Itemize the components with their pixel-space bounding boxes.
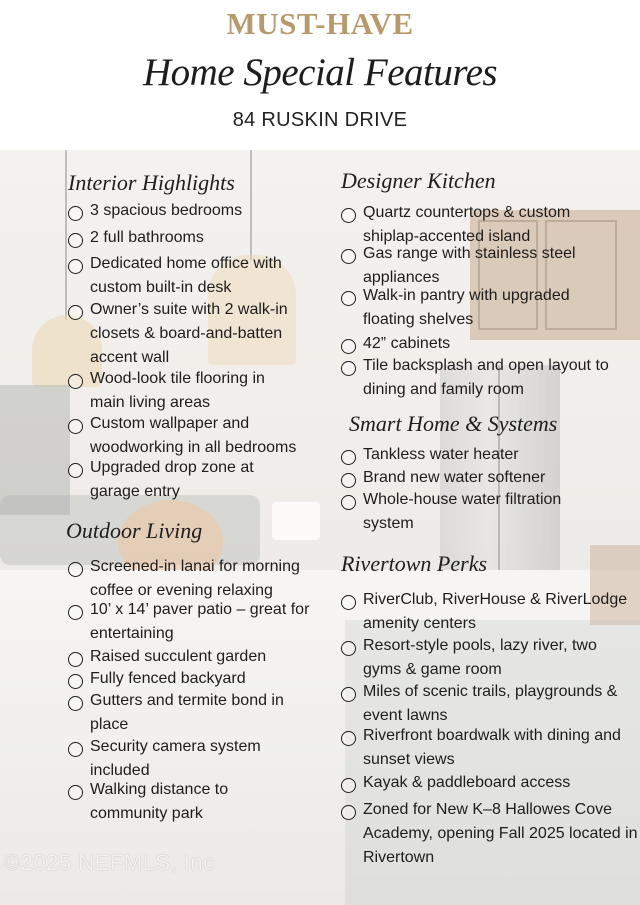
circle-bullet-icon bbox=[68, 785, 83, 800]
circle-bullet-icon bbox=[68, 696, 83, 711]
outdoor-living-heading: Outdoor Living bbox=[66, 518, 203, 543]
circle-bullet-icon bbox=[341, 778, 356, 793]
circle-bullet-icon bbox=[341, 339, 356, 354]
circle-bullet-icon bbox=[68, 605, 83, 620]
circle-bullet-icon bbox=[341, 687, 356, 702]
eyebrow-heading: MUST-HAVE bbox=[226, 6, 414, 41]
circle-bullet-icon bbox=[341, 731, 356, 746]
designer-kitchen-heading: Designer Kitchen bbox=[341, 168, 496, 193]
circle-bullet-icon bbox=[68, 233, 83, 248]
circle-bullet-icon bbox=[68, 374, 83, 389]
circle-bullet-icon bbox=[68, 305, 83, 320]
circle-bullet-icon bbox=[341, 495, 356, 510]
circle-bullet-icon bbox=[68, 419, 83, 434]
circle-bullet-icon bbox=[68, 206, 83, 221]
circle-bullet-icon bbox=[68, 652, 83, 667]
circle-bullet-icon bbox=[68, 259, 83, 274]
smart-home-heading: Smart Home & Systems bbox=[349, 411, 558, 436]
circle-bullet-icon bbox=[341, 450, 356, 465]
circle-bullet-icon bbox=[341, 208, 356, 223]
circle-bullet-icon bbox=[341, 805, 356, 820]
circle-bullet-icon bbox=[68, 674, 83, 689]
rivertown-perks-heading: Rivertown Perks bbox=[341, 551, 488, 576]
circle-bullet-icon bbox=[341, 249, 356, 264]
circle-bullet-icon bbox=[341, 473, 356, 488]
circle-bullet-icon bbox=[68, 463, 83, 478]
page-title: Home Special Features bbox=[142, 51, 498, 94]
interior-highlights-heading: Interior Highlights bbox=[68, 170, 235, 195]
circle-bullet-icon bbox=[68, 742, 83, 757]
circle-bullet-icon bbox=[68, 562, 83, 577]
header bbox=[0, 0, 640, 150]
circle-bullet-icon bbox=[341, 641, 356, 656]
circle-bullet-icon bbox=[341, 595, 356, 610]
property-address: 84 RUSKIN DRIVE bbox=[232, 109, 408, 131]
circle-bullet-icon bbox=[341, 361, 356, 376]
circle-bullet-icon bbox=[341, 291, 356, 306]
copyright-watermark: ©2025 NEFMLS, Inc bbox=[4, 850, 215, 875]
